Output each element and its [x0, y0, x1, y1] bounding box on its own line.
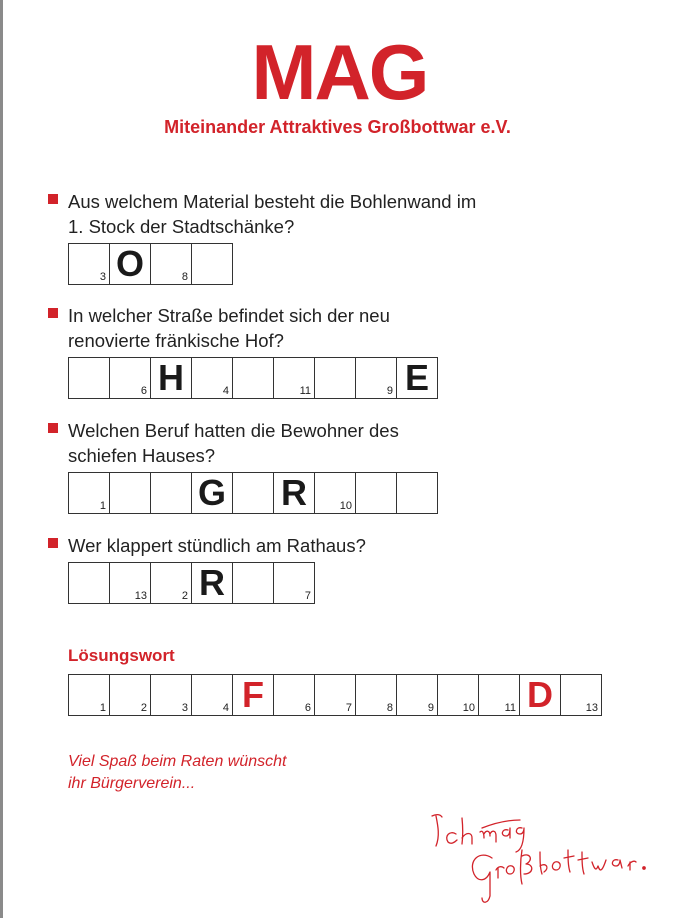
question-3	[48, 418, 518, 468]
answer-cell[interactable]	[150, 243, 192, 285]
cell-number: 2	[140, 702, 147, 714]
answer-grid-4	[68, 562, 315, 604]
cell-number: 10	[462, 702, 475, 714]
answer-cell[interactable]	[150, 472, 192, 514]
answer-cell[interactable]	[560, 674, 602, 716]
cell-number: 2	[181, 590, 188, 602]
bullet-square-icon	[48, 308, 58, 318]
cell-number: 7	[304, 590, 311, 602]
answer-cell[interactable]	[396, 472, 438, 514]
cell-number: 8	[181, 271, 188, 283]
cell-number: 11	[299, 385, 311, 397]
question-text: Aus welchem Material besteht die Bohlenwand im 1. Stock der Stadtschänke?	[68, 191, 477, 237]
answer-cell[interactable]	[68, 472, 110, 514]
cell-number: 3	[99, 271, 106, 283]
answer-cell[interactable]	[232, 357, 274, 399]
question-text: Welchen Beruf hatten die Bewohner des schiefen Hauses?	[68, 420, 399, 466]
answer-cell[interactable]	[191, 674, 233, 716]
bullet-square-icon	[48, 423, 58, 433]
cell-letter: E	[404, 357, 429, 398]
solution-grid	[68, 674, 602, 716]
cell-number: 9	[386, 385, 393, 397]
answer-cell[interactable]	[109, 472, 151, 514]
answer-cell[interactable]	[232, 674, 274, 716]
logo-subtitle: Miteinander Attraktives Großbottwar e.V.	[164, 117, 511, 137]
cell-number: 3	[181, 702, 188, 714]
closing-text: Viel Spaß beim Raten wünscht ihr Bürgerverein...	[68, 753, 287, 792]
cell-number: 1	[99, 702, 106, 714]
answer-cell[interactable]	[232, 562, 274, 604]
question-text: Wer klappert stündlich am Rathaus?	[68, 535, 366, 556]
bullet-square-icon	[48, 194, 58, 204]
cell-number: 6	[140, 385, 147, 397]
question-4	[48, 533, 518, 558]
answer-cell[interactable]	[273, 562, 315, 604]
question-1	[48, 189, 518, 239]
answer-cell[interactable]	[437, 674, 479, 716]
solution-title: Lösungswort	[68, 646, 175, 665]
answer-cell[interactable]	[109, 674, 151, 716]
cell-number: 4	[222, 702, 229, 714]
cell-letter: F	[242, 674, 264, 715]
cell-number: 13	[585, 702, 598, 714]
answer-cell[interactable]	[355, 357, 397, 399]
cell-number: 6	[304, 702, 311, 714]
answer-cell[interactable]	[109, 562, 151, 604]
cell-letter: G	[197, 472, 226, 513]
answer-cell[interactable]	[68, 562, 110, 604]
cell-number: 8	[386, 702, 393, 714]
cell-letter: R	[281, 472, 307, 513]
cell-letter: O	[115, 243, 144, 284]
answer-cell[interactable]	[396, 357, 438, 399]
cell-number: 13	[134, 590, 147, 602]
question-text: In welcher Straße befindet sich der neu renovierte fränkische Hof?	[68, 305, 390, 351]
answer-cell[interactable]	[355, 674, 397, 716]
answer-cell[interactable]	[109, 243, 151, 285]
answer-cell[interactable]	[150, 357, 192, 399]
answer-cell[interactable]	[150, 562, 192, 604]
answer-cell[interactable]	[68, 243, 110, 285]
answer-grid-3	[68, 472, 438, 514]
answer-grid-1	[68, 243, 233, 285]
bullet-square-icon	[48, 538, 58, 548]
answer-cell[interactable]	[396, 674, 438, 716]
answer-cell[interactable]	[478, 674, 520, 716]
answer-cell[interactable]	[68, 357, 110, 399]
answer-cell[interactable]	[191, 243, 233, 285]
answer-cell[interactable]	[232, 472, 274, 514]
cell-number: 11	[504, 702, 516, 714]
answer-cell[interactable]	[314, 357, 356, 399]
cell-number: 9	[427, 702, 434, 714]
answer-cell[interactable]	[314, 472, 356, 514]
answer-cell[interactable]	[191, 472, 233, 514]
answer-cell[interactable]	[109, 357, 151, 399]
cell-number: 1	[99, 500, 106, 512]
answer-cell[interactable]	[191, 562, 233, 604]
logo-mag: MAG	[251, 28, 428, 116]
cell-number: 10	[339, 500, 352, 512]
answer-cell[interactable]	[150, 674, 192, 716]
cell-letter: R	[199, 562, 225, 603]
answer-cell[interactable]	[68, 674, 110, 716]
cell-number: 4	[222, 385, 229, 397]
question-2	[48, 303, 518, 353]
cell-letter: H	[158, 357, 184, 398]
answer-cell[interactable]	[273, 357, 315, 399]
answer-grid-2	[68, 357, 438, 399]
answer-cell[interactable]	[314, 674, 356, 716]
signature-ich-mag-grossbottwar	[422, 800, 662, 910]
cell-letter: D	[527, 674, 553, 715]
cell-number: 7	[345, 702, 352, 714]
answer-cell[interactable]	[519, 674, 561, 716]
answer-cell[interactable]	[273, 674, 315, 716]
answer-cell[interactable]	[355, 472, 397, 514]
answer-cell[interactable]	[273, 472, 315, 514]
answer-cell[interactable]	[191, 357, 233, 399]
